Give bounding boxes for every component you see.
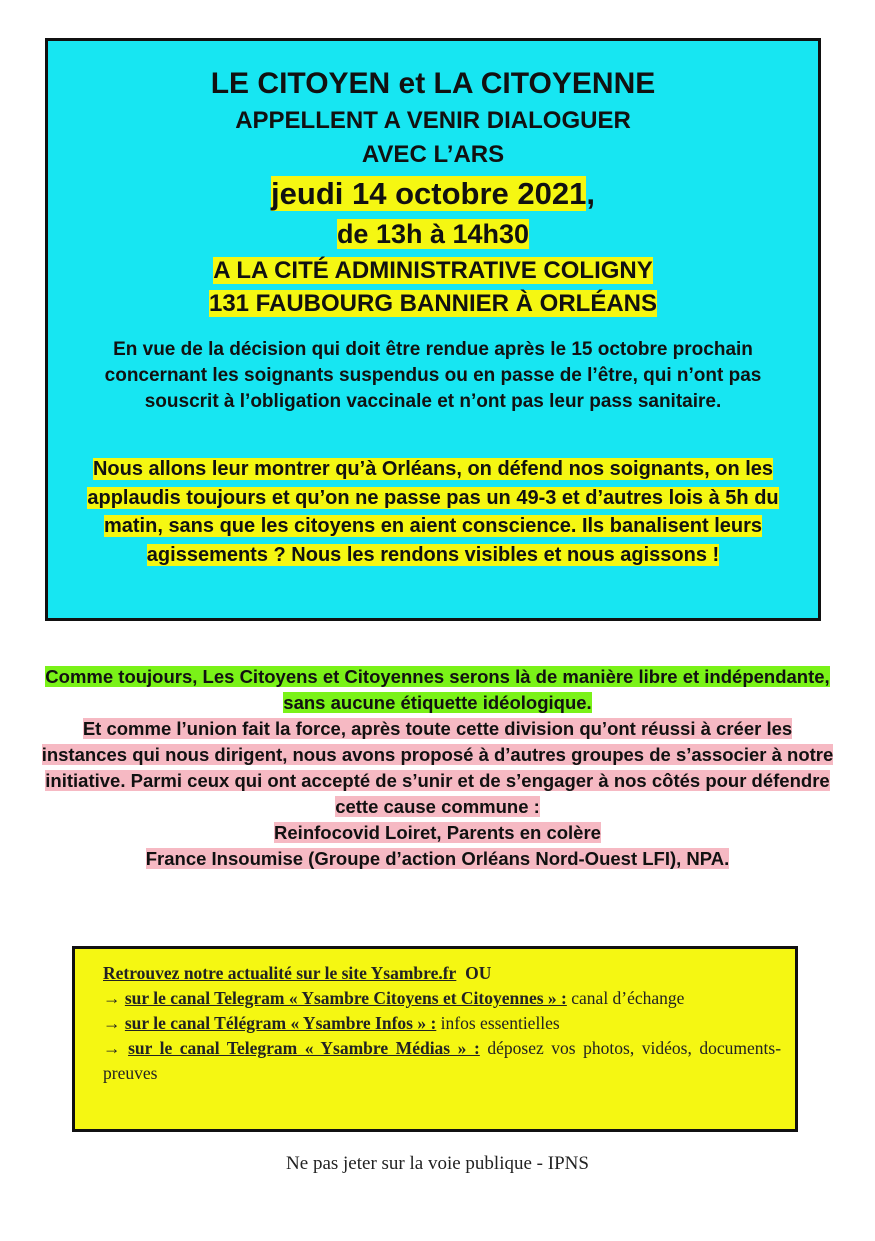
telegram-channel-1-desc: canal d’échange [571,988,685,1008]
website-link[interactable]: Retrouvez notre actualité sur le site Ysambre.fr [103,963,457,983]
subtitle-call: APPELLENT A VENIR DIALOGUER [235,107,631,134]
event-time-line [48,217,818,251]
subtitle-ars: AVEC L’ARS [361,141,505,168]
event-place-line-1 [48,256,818,286]
website-or: OU [465,963,492,983]
event-place-2: 131 FAUBOURG BANNIER À ORLÉANS [208,290,658,317]
telegram-channel-3-desc: déposez vos photos, vidéos, documents-preuves [103,1038,782,1083]
pink-paragraph [40,716,835,820]
arrow-right-icon: → [103,1013,121,1033]
event-time: de 13h à 14h30 [336,219,530,249]
footer-note: Ne pas jeter sur la voie publique - IPNS [286,1153,589,1174]
event-date-line [48,175,818,213]
page-title: LE CITOYEN et LA CITOYENNE [210,67,656,100]
telegram-channel-3-link[interactable]: sur le canal Telegram « Ysambre Médias » : [128,1038,480,1058]
call-text: Nous allons leur montrer qu’à Orléans, on défend nos soignants, on les applaudis toujours et qu’on ne passe pas un 49-3 et d’autres lois à 5h du matin, sans que les citoyens en aient conscience. Ils banalisent leurs agissements ? Nous les rendons visibles et nous agissons ! [87,458,779,566]
intro-paragraph: En vue de la décision qui doit être rendue après le 15 octobre prochain concernant les soignants suspendus ou en passe de l’être, qui n’ont pas souscrit à l’obligation vaccinale et n’ont pas leur pass sanitaire. [104,339,762,412]
groups-text-1: Reinfocovid Loiret, Parents en colère [274,822,601,843]
event-announcement-box [45,38,821,621]
telegram-line-3 [103,1036,781,1086]
telegram-line-2 [103,1011,781,1036]
event-place-line-2 [48,289,818,319]
arrow-right-icon: → [103,1038,121,1058]
event-place-1: A LA CITÉ ADMINISTRATIVE COLIGNY [213,257,653,284]
telegram-channel-2-link[interactable]: sur le canal Télégram « Ysambre Infos » : [124,1013,437,1033]
groups-line-2 [40,846,835,872]
website-line [103,961,781,986]
telegram-line-1 [103,986,781,1011]
green-paragraph [40,664,835,716]
event-date: jeudi 14 octobre 2021 [271,176,587,211]
call-paragraph [68,455,798,569]
arrow-right-icon: → [103,988,121,1008]
pink-text: Et comme l’union fait la force, après toute cette division qu’ont réussi à créer les instances qui nous dirigent, nous avons proposé à d’autres groupes de s’associer à notre initiative. Parmi ceux qui ont accepté de s’unir et de s’engager à nos côtés pour défendre cette cause commune : [41,718,834,817]
groups-line-1 [40,820,835,846]
telegram-channel-1-link[interactable]: sur le canal Telegram « Ysambre Citoyens et Citoyennes » : [124,988,567,1008]
groups-text-2: France Insoumise (Groupe d’action Orléans Nord-Ouest LFI), NPA. [145,848,730,869]
green-text: Comme toujours, Les Citoyens et Citoyennes serons là de manière libre et indépendante, sans aucune étiquette idéologique. [45,666,830,713]
info-box [72,946,798,1132]
solidarity-section [40,664,835,872]
event-date-comma: , [586,176,595,211]
telegram-channel-2-desc: infos essentielles [440,1013,560,1033]
